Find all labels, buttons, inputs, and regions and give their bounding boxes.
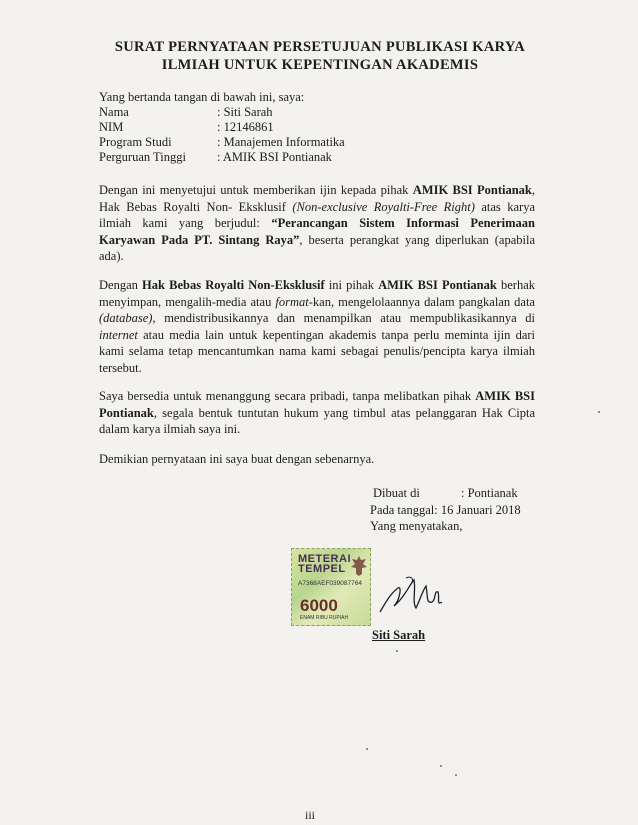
title-line-1: SURAT PERNYATAAN PERSETUJUAN PUBLIKASI KARYA <box>114 39 526 55</box>
revenue-stamp <box>291 548 371 626</box>
identity-label: NIM <box>99 120 124 134</box>
identity-row-program <box>99 135 345 150</box>
thesis-title: “Perancangan Sistem Informasi Penerimaan Karyawan Pada PT. Sintang Raya” <box>99 216 535 247</box>
place-value: : Pontianak <box>461 486 518 500</box>
stamp-line-2: TEMPEL <box>298 563 346 575</box>
stamp-value: 6000 <box>300 596 338 615</box>
identity-label: Perguruan Tinggi <box>99 150 186 164</box>
speck <box>396 650 398 652</box>
identity-value: : Manajemen Informatika <box>217 135 345 149</box>
italic-term: internet <box>99 327 138 342</box>
identity-row-nim <box>99 120 345 135</box>
license-term: (Non-exclusive Royalti-Free Right) <box>292 199 475 214</box>
paragraph-rights <box>99 277 535 376</box>
paragraph-closing: Demikian pernyataan ini saya buat dengan sebenarnya. <box>99 452 375 466</box>
text-run: -kan, mengelolaannya dalam pangkalan data <box>308 294 535 309</box>
text-run: Saya bersedia untuk menanggung secara pribadi, tanpa melibatkan pihak <box>99 389 476 403</box>
text-run: Dengan <box>99 278 143 292</box>
paragraph-consent <box>99 182 535 265</box>
text-run: , Hak Bebas Royalti Non- Eksklusif <box>99 183 535 214</box>
place-row <box>370 485 521 502</box>
italic-term: format <box>275 294 309 309</box>
handwritten-signature <box>376 572 446 622</box>
identity-value: : AMIK BSI Pontianak <box>217 150 332 164</box>
institution-name: AMIK BSI Pontianak <box>412 183 532 197</box>
date-label: Pada tanggal <box>370 502 435 517</box>
institution-name: AMIK BSI Pontianak <box>99 389 535 420</box>
speck <box>366 748 368 750</box>
text-run: , segala bentuk tuntutan hukum yang timbul atas pelanggaran Hak Cipta dalam karya ilmiah saya ini. <box>99 405 535 436</box>
text-run: , beserta perangkat yang diperlukan (apabila ada). <box>99 232 535 263</box>
identity-label: Program Studi <box>99 135 172 149</box>
closing-text: Yang menyatakan, <box>370 519 463 533</box>
text-run: Dengan ini menyetujui untuk memberikan ijin kepada pihak <box>99 183 413 197</box>
page-title <box>60 38 580 74</box>
identity-table <box>99 105 345 165</box>
signer-name: Siti Sarah <box>372 628 426 642</box>
garuda-emblem-icon <box>350 555 368 577</box>
italic-term: (database) <box>99 311 153 325</box>
signature-block <box>370 485 521 535</box>
text-run: berhak menyimpan, mengalih-media atau <box>99 278 536 309</box>
speck <box>598 411 600 413</box>
text-run: atas karya ilmiah kami yang berjudul: <box>99 199 535 230</box>
place-label: Dibuat di <box>373 486 420 500</box>
license-name: Hak Bebas Royalti Non-Eksklusif <box>142 278 325 292</box>
intro-text: Yang bertanda tangan di bawah ini, saya: <box>99 90 305 104</box>
identity-label: Nama <box>99 105 129 119</box>
paragraph-liability <box>99 388 535 438</box>
stamp-currency: ENAM RIBU RUPIAH <box>300 615 349 621</box>
institution-name: AMIK BSI Pontianak <box>378 278 497 292</box>
text-run: atau media lain untuk kepentingan akademis tanpa perlu meminta ijin dari kami selama tetap mencantumkan nama kami sebagai penulis/pencipta karya ilmiah tersebut. <box>99 327 535 375</box>
text-run: , mendistribusikannya dan menampilkan atau mempublikasikannya di <box>152 311 535 325</box>
date-row <box>370 502 521 519</box>
identity-row-name <box>99 105 345 120</box>
speck <box>440 765 442 767</box>
identity-value: : 12146861 <box>217 120 274 134</box>
title-line-2: ILMIAH UNTUK KEPENTINGAN AKADEMIS <box>161 57 479 73</box>
date-value: : 16 Januari 2018 <box>434 502 521 517</box>
identity-row-institution <box>99 150 345 165</box>
stamp-serial: A7368AEF039087764 <box>298 580 362 587</box>
identity-value: : Siti Sarah <box>217 105 273 119</box>
text-run: ini pihak <box>324 278 379 292</box>
page-number: iii <box>305 808 316 822</box>
speck <box>455 774 457 776</box>
stamp-line-1: METERAI <box>298 553 351 565</box>
